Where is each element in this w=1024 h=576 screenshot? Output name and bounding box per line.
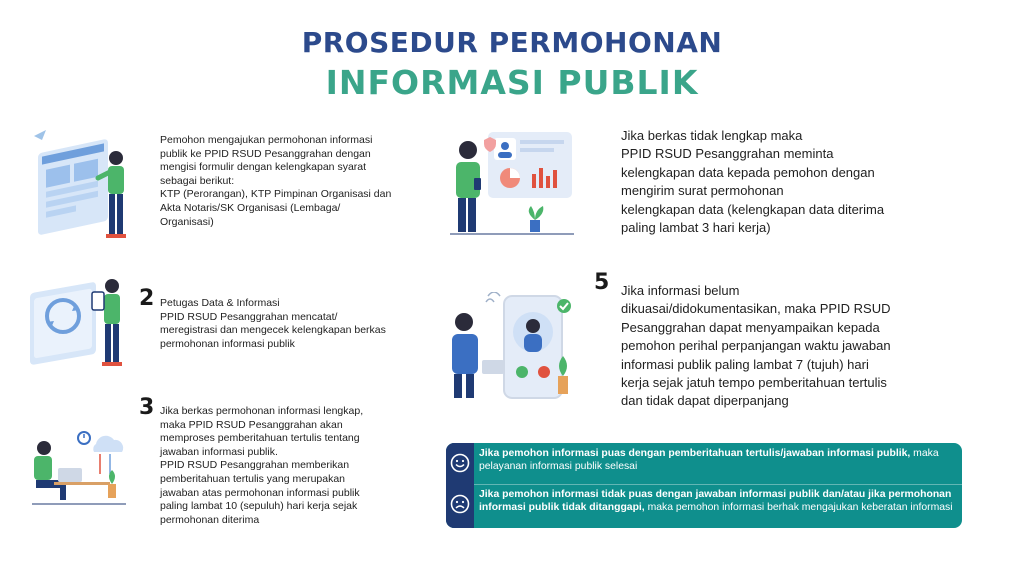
- web-form-person-icon: [26, 126, 136, 246]
- sync-tablet-person-icon: [26, 264, 136, 372]
- step-3-number: 3: [139, 395, 155, 420]
- outcome-panel: [446, 443, 962, 528]
- outcome-satisfied-bold: Jika pemohon informasi puas dengan pemberitahuan tertulis/jawaban informasi publik,: [479, 448, 911, 459]
- outcome-unsatisfied: [479, 489, 957, 515]
- step-3-text: Jika berkas permohonan informasi lengkap, maka PPID RSUD Pesanggrahan akan memproses pemberitahuan tertulis tentang jawaban informasi publik. PPID RSUD Pesanggrahan memberikan pemberitahuan tertulis yang merupakan jawaban atas permohonan informasi publik paling lambat 10 (sepuluh) hari kerja sejak permohonan diterima: [160, 405, 364, 526]
- step-5-text: Jika informasi belum dikuasai/didokumentasikan, maka PPID RSUD Pesanggrahan dapat menyampaikan kepada pemohon perihal perpanjangan waktu jawaban informasi publik paling lambat 7 (tujuh) hari kerja sejak jatuh tempo pemberitahuan tertulis dan tidak dapat diperpanjang: [621, 283, 891, 409]
- smiley-face-icon: [450, 453, 470, 473]
- outcome-unsatisfied-rest: maka pemohon informasi berhak mengajukan keberatan informasi: [644, 501, 953, 513]
- outcome-satisfied-rest: maka pelayanan informasi publik selesai: [479, 448, 939, 472]
- step-1-text: Pemohon mengajukan permohonan informasi publik ke PPID RSUD Pesanggrahan dengan mengisi formulir dengan kelengkapan syarat sebagai berikut: KTP (Perorangan), KTP Pimpinan Organisasi dan Akta Notaris/SK Organisasi (Lembaga/ Organisasi): [160, 134, 392, 228]
- step-2-text: Petugas Data & Informasi PPID RSUD Pesanggrahan mencatat/ meregistrasi dan mengecek kelengkapan berkas permohonan informasi publik: [160, 297, 386, 350]
- dashboard-person-icon: [446, 126, 578, 238]
- outcome-satisfied: [479, 448, 957, 474]
- laptop-cloud-person-icon: [26, 424, 130, 510]
- step-4-text: Jika berkas tidak lengkap maka PPID RSUD Pesanggrahan meminta kelengkapan data kepada pemohon dengan mengirim surat permohonan kelengkapan data (kelengkapan data diterima paling lambat 3 hari kerja): [621, 128, 885, 236]
- page-title-line-1: PROSEDUR PERMOHONAN: [301, 26, 723, 59]
- video-call-person-icon: [446, 292, 580, 402]
- step-2-number: 2: [139, 286, 155, 311]
- sad-face-icon: [450, 494, 470, 514]
- outcome-unsatisfied-bold: Jika pemohon informasi tidak puas dengan jawaban informasi publik dan/atau jika permohonan informasi publik tidak ditanggapi,: [479, 489, 952, 513]
- outcome-divider: [474, 484, 962, 485]
- step-5-number: 5: [594, 270, 610, 295]
- page-title-line-2: INFORMASI PUBLIK: [325, 63, 699, 102]
